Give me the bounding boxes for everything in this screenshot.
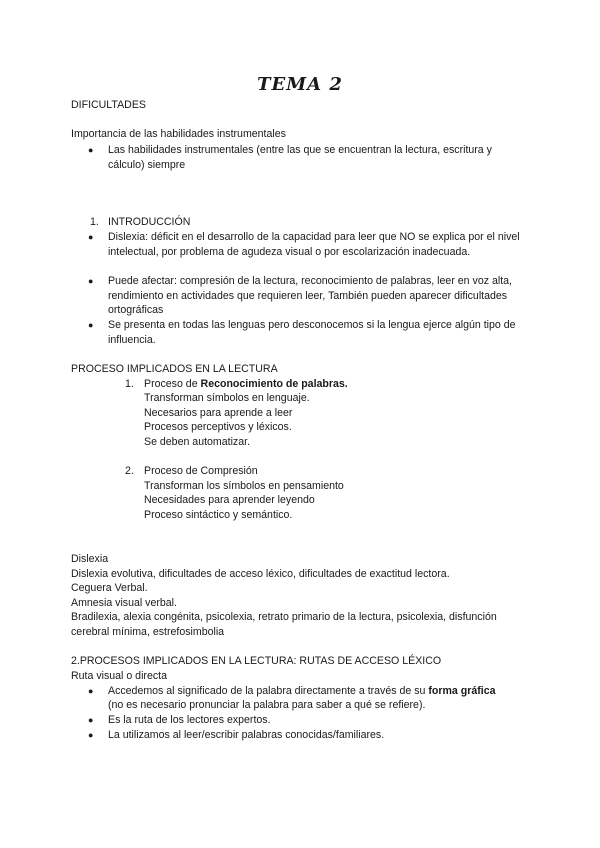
heading-dificultades: DIFICULTADES [71, 99, 146, 111]
proceso-1-line: Se deben automatizar. [144, 436, 251, 448]
heading-procesos: PROCESO IMPLICADOS EN LA LECTURA [71, 363, 278, 375]
proceso-1-heading: Proceso de Reconocimiento de palabras. [144, 378, 348, 390]
intro-heading: INTRODUCCIÓN [108, 216, 191, 228]
heading-rutas: 2.PROCESOS IMPLICADOS EN LA LECTURA: RUTAS DE ACCESO LÉXICO [71, 655, 442, 667]
dislexia-line: Bradilexia, alexia congénita, psicolexia, retrato primario de la lectura, psicolexia, disfunción [71, 611, 497, 623]
bullet-icon: ● [88, 686, 94, 696]
proceso-1-line: Procesos perceptivos y léxicos. [144, 421, 292, 433]
intro-number: 1. [90, 216, 99, 228]
ruta-bullet-3: La utilizamos al leer/escribir palabras conocidas/familiares. [108, 729, 385, 741]
intro-bullet-2: Puede afectar: compresión de la lectura, reconocimiento de palabras, leer en voz alta, rendimiento en actividades que requieren leer, También pueden aparecer dificultades ortográficas [108, 275, 512, 317]
bullet-icon: ● [88, 730, 94, 740]
dislexia-heading: Dislexia [71, 553, 109, 565]
dislexia-line: Ceguera Verbal. [71, 582, 148, 594]
heading-importancia: Importancia de las habilidades instrumentales [71, 128, 286, 140]
proceso-1-line: Transforman símbolos en lenguaje. [144, 392, 310, 404]
proceso-2-line: Transforman los símbolos en pensamiento [144, 480, 344, 492]
proceso-2-line: Proceso sintáctico y semántico. [144, 509, 293, 521]
intro-bullet-1: Dislexia: déficit en el desarrollo de la capacidad para leer que NO se explica por el nivel intelectual, por problema de agudeza visual o por escolarización inadecuada. [108, 231, 520, 258]
bullet-icon: ● [88, 145, 94, 155]
bullet-icon: ● [88, 715, 94, 725]
proceso-1-number: 1. [125, 378, 134, 390]
dislexia-line: Dislexia evolutiva, dificultades de acceso léxico, dificultades de exactitud lectora. [71, 568, 450, 580]
bullet-icon: ● [88, 276, 94, 286]
page-title: TEMA 2 [257, 74, 343, 95]
intro-bullet-3: Se presenta en todas las lenguas pero desconocemos si la lengua ejerce algún tipo de influencia. [108, 319, 516, 346]
proceso-2-number: 2. [125, 465, 134, 477]
proceso-2-line: Necesidades para aprender leyendo [144, 494, 315, 506]
dislexia-line: cerebral mínima, estrefosimbolia [71, 626, 225, 638]
bullet-icon: ● [88, 232, 94, 242]
dislexia-line: Amnesia visual verbal. [71, 597, 177, 609]
bullet-icon: ● [88, 320, 94, 330]
ruta-bullet-1: Accedemos al significado de la palabra directamente a través de su forma gráfica [108, 685, 496, 697]
ruta-visual-heading: Ruta visual o directa [71, 670, 167, 682]
ruta-bullet-2: Es la ruta de los lectores expertos. [108, 714, 271, 726]
ruta-bullet-1-line-2: (no es necesario pronunciar la palabra para saber a qué se refiere). [108, 699, 426, 711]
proceso-1-line: Necesarios para aprende a leer [144, 407, 293, 419]
proceso-2-heading: Proceso de Compresión [144, 465, 258, 477]
importancia-bullet: Las habilidades instrumentales (entre las que se encuentran la lectura, escritura y cálculo) siempre [108, 144, 492, 171]
